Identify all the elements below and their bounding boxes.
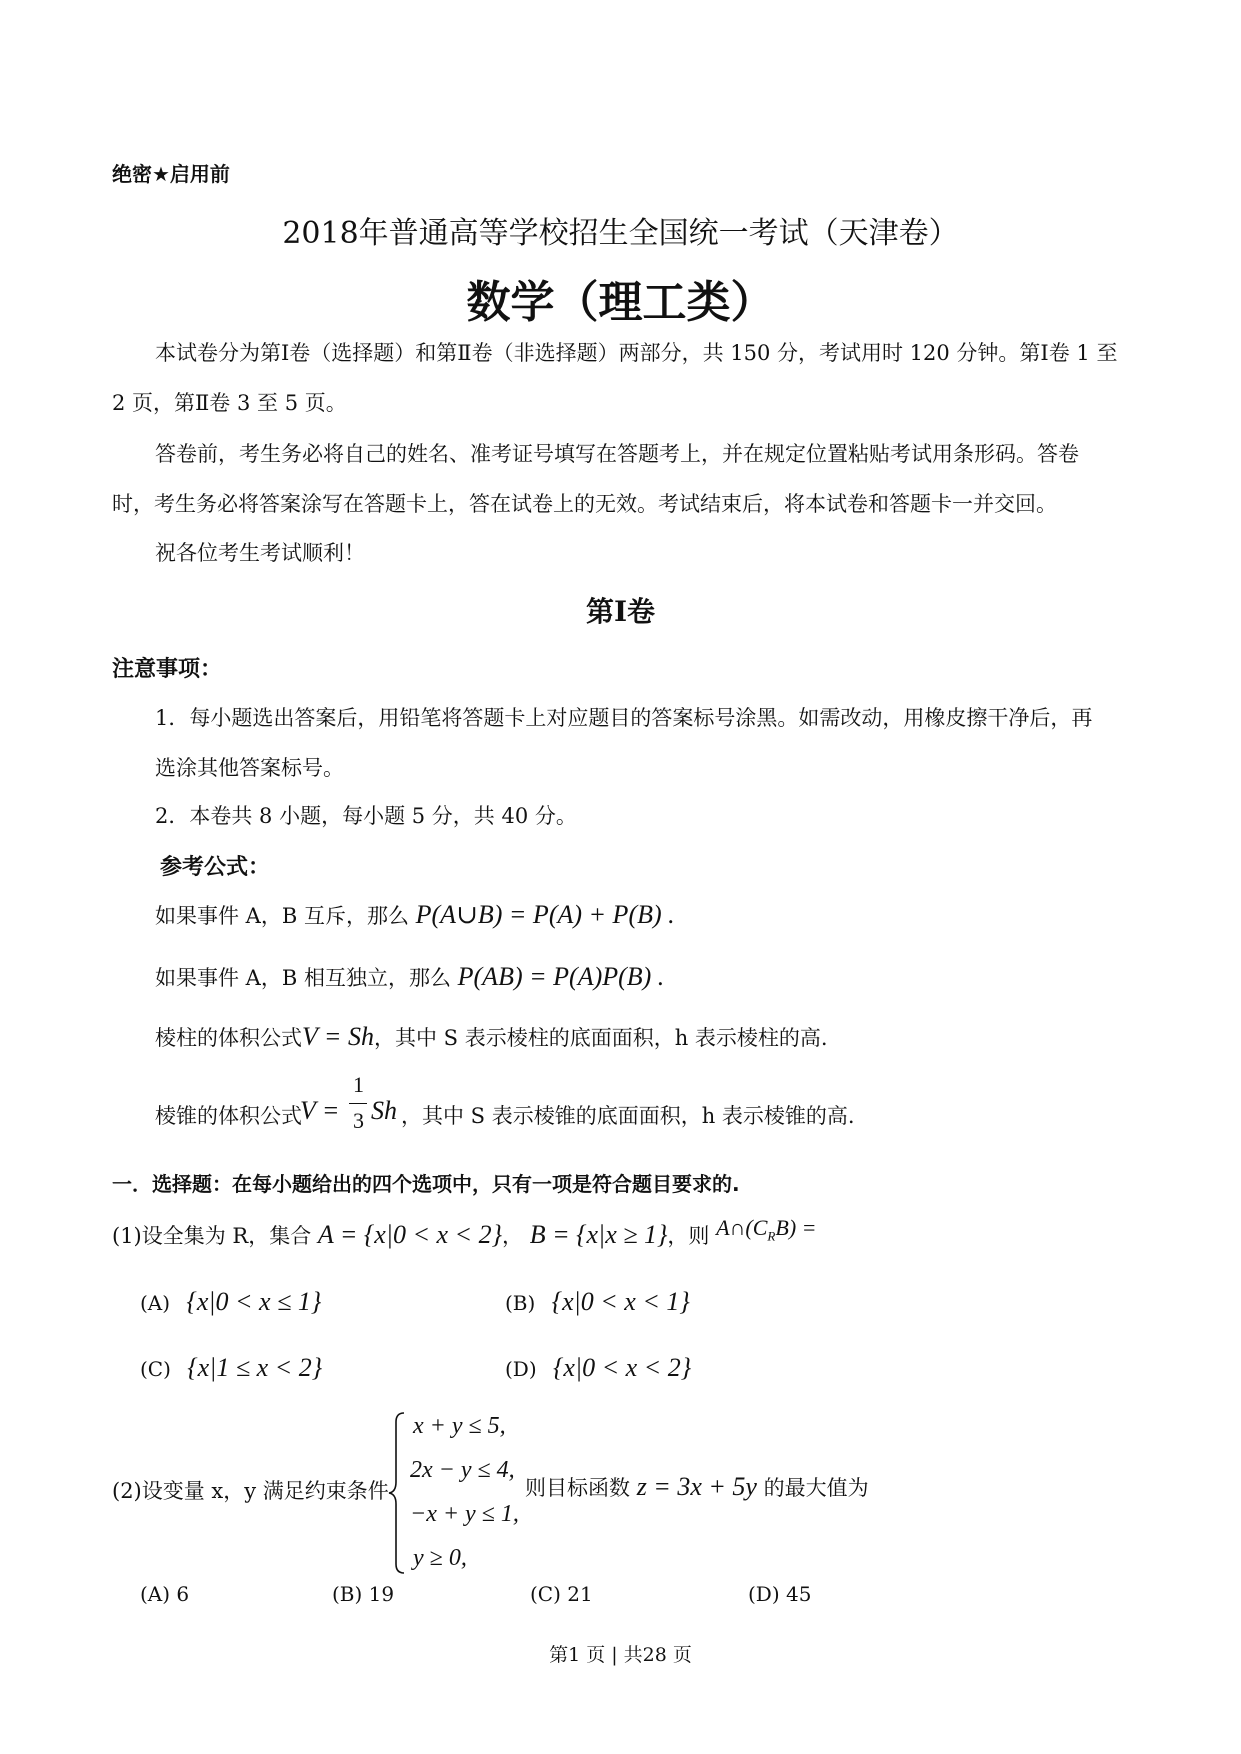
q2-option-d[interactable]: (D) 45 <box>748 1582 812 1606</box>
q2-option-c[interactable]: (C) 21 <box>530 1582 593 1606</box>
page-footer: 第1 页 | 共28 页 <box>549 1644 692 1666</box>
note1-line1: 1．每小题选出答案后，用铅笔将答题卡上对应题目的答案标号涂黑。如需改动，用橡皮擦干净后，再 <box>155 706 1093 730</box>
part1-heading: 一．选择题：在每小题给出的四个选项中，只有一项是符合题目要求的. <box>112 1172 740 1196</box>
q2-constraint-3: −x + y ≤ 1, <box>410 1501 519 1527</box>
q2-stem-post: 的最大值为 <box>763 1476 869 1500</box>
q1-option-c-label: (C) <box>140 1357 171 1381</box>
formula2-text: 如果事件 A，B 相互独立，那么 <box>155 966 451 990</box>
q2-brace-icon <box>386 1410 408 1576</box>
q2-constraint-1: x + y ≤ 5, <box>413 1413 506 1439</box>
note2: 2．本卷共 8 小题，每小题 5 分，共 40 分。 <box>155 804 577 828</box>
q2-constraints <box>410 1404 519 1580</box>
formula2-math: P(AB) = P(A)P(B) . <box>457 962 665 991</box>
note1-line2: 选涂其他答案标号。 <box>155 756 344 780</box>
q1-sep: ， <box>502 1224 523 1248</box>
q2-stem-rest <box>525 1472 869 1502</box>
section-heading: 第Ⅰ卷 <box>585 595 656 628</box>
q2-option-b[interactable]: (B) 19 <box>332 1582 395 1606</box>
formula3-text: 棱柱的体积公式 <box>155 1026 302 1050</box>
q2-objective: z = 3x + 5y <box>636 1472 757 1501</box>
q2-stem-pre: (2)设变量 x，y 满足约束条件 <box>112 1479 389 1503</box>
q1-option-d-label: (D) <box>505 1357 537 1381</box>
q2-option-a[interactable]: (A) 6 <box>140 1582 190 1606</box>
formula3-math: V = Sh <box>302 1022 374 1051</box>
q1-set-a: A = {x|0 < x < 2} <box>317 1220 502 1249</box>
subject-title: 数学（理工类） <box>466 277 775 328</box>
q1-option-c-text: {x|1 ≤ x < 2} <box>187 1353 323 1382</box>
q1-stem <box>112 1215 817 1252</box>
q1-option-a[interactable] <box>140 1287 321 1317</box>
formula1 <box>155 900 675 930</box>
q2-constraint-2: 2x − y ≤ 4, <box>410 1457 515 1483</box>
formula1-math: P(A∪B) = P(A) + P(B) . <box>415 900 675 929</box>
formula1-text: 如果事件 A，B 互斥，那么 <box>155 904 409 928</box>
q1-stem-pre: (1)设全集为 R，集合 <box>112 1224 312 1248</box>
q1-option-b[interactable] <box>505 1287 690 1317</box>
intro-para1-line1: 本试卷分为第Ⅰ卷（选择题）和第Ⅱ卷（非选择题）两部分，共 150 分，考试用时 120 分钟。第Ⅰ卷 1 至 <box>155 341 1118 365</box>
formula3 <box>155 1022 828 1052</box>
secret-label: 绝密★启用前 <box>112 162 230 186</box>
q1-ask-sub: R <box>767 1228 776 1244</box>
q1-option-d-text: {x|0 < x < 2} <box>553 1353 692 1382</box>
exam-title: 2018年普通高等学校招生全国统一考试（天津卷） <box>282 216 959 251</box>
q1-option-c[interactable] <box>140 1353 322 1383</box>
fraction-bar <box>349 1103 367 1104</box>
q1-option-a-label: (A) <box>140 1291 171 1315</box>
q2-stem-mid: 则目标函数 <box>525 1476 630 1500</box>
q1-ask <box>716 1215 817 1244</box>
intro-para2-line2: 时，考生务必将答案涂写在答题卡上，答在试卷上的无效。考试结束后，将本试卷和答题卡一并交回。 <box>112 492 1057 516</box>
fraction-numerator: 1 <box>353 1072 364 1097</box>
intro-para1-line2: 2 页，第Ⅱ卷 3 至 5 页。 <box>112 391 347 415</box>
fraction-denominator: 3 <box>353 1108 364 1133</box>
formula4-text: 棱锥的体积公式 <box>155 1104 302 1128</box>
q1-ask-end: B) = <box>775 1215 817 1240</box>
q1-option-b-label: (B) <box>505 1291 536 1315</box>
formula2 <box>155 962 664 992</box>
formula-title: 参考公式： <box>160 855 271 880</box>
formula3-rest: ，其中 S 表示棱柱的底面面积，h 表示棱柱的高. <box>373 1026 828 1050</box>
intro-para2-line1: 答卷前，考生务必将自己的姓名、准考证号填写在答题考上，并在规定位置粘贴考试用条形码。答卷 <box>155 442 1079 466</box>
q1-stem-post: ，则 <box>667 1224 710 1248</box>
formula4-rhs: Sh <box>371 1096 397 1125</box>
q1-ask-main: A∩(C <box>716 1215 768 1240</box>
q2-constraint-4: y ≥ 0, <box>413 1545 467 1571</box>
formula4-lhs: V = <box>300 1096 340 1125</box>
q1-option-b-text: {x|0 < x < 1} <box>551 1287 690 1316</box>
q1-set-b: B = {x|x ≥ 1} <box>529 1220 668 1249</box>
intro-para3: 祝各位考生考试顺利！ <box>155 541 365 565</box>
q1-option-d[interactable] <box>505 1353 691 1383</box>
notes-title: 注意事项： <box>112 657 223 682</box>
q1-option-a-text: {x|0 < x ≤ 1} <box>186 1287 322 1316</box>
formula4-rest: ，其中 S 表示棱锥的底面面积，h 表示棱锥的高. <box>401 1104 855 1128</box>
